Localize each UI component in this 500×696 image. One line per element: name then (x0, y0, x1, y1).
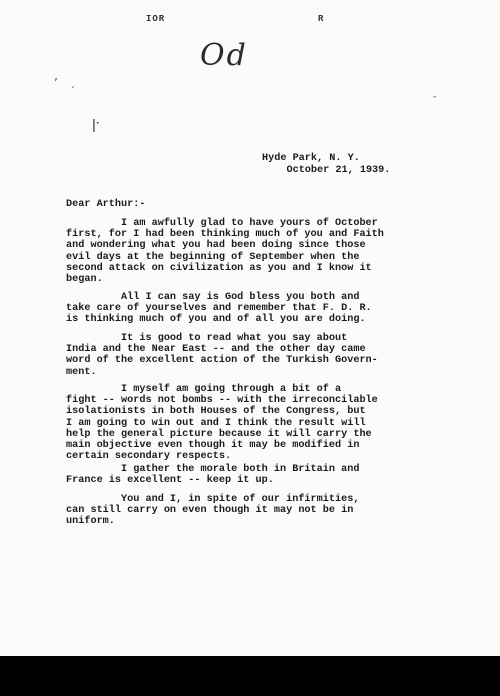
handwritten-note: Od (200, 38, 248, 73)
letter-location (262, 153, 390, 177)
letter-salutation: Dear Arthur:- (66, 199, 146, 210)
letter-paragraph: All I can say is God bless you both and take care of yourselves and remember that F. D. R. is thinking much of you and of all you are doing. (66, 292, 372, 326)
location-date: October 21, 1939. (286, 165, 391, 176)
letter-paragraph: I gather the morale both in Britain and France is excellent -- keep it up. (66, 464, 360, 487)
letter-paragraph: I am awfully glad to have yours of October first, for I had been thinking much of you and Faith and wondering what you had been doing since those evil days at the beginning of September when the second attack on civilization as you and I know it began. (66, 218, 384, 286)
margin-tick-mark: ˝ (432, 96, 437, 106)
letter-paragraph: You and I, in spite of our infirmities, can still carry on even though it may not be in uniform. (66, 494, 360, 528)
margin-tick-mark: ǀˑ (92, 118, 101, 133)
header-mark-left: IOR (146, 14, 166, 24)
location-place: Hyde Park, N. Y. (262, 153, 360, 164)
scan-border-bar (0, 656, 500, 696)
margin-tick-mark: ˊ (70, 86, 75, 97)
letter-paragraph: It is good to read what you say about India and the Near East -- and the other day came word of the excellent action of the Turkish Govern- ment. (66, 333, 378, 378)
margin-tick-mark: ’ (54, 76, 58, 90)
header-mark-right: R (318, 14, 325, 24)
letter-paragraph: I myself am going through a bit of a fight -- words not bombs -- with the irreconcilable isolationists in both Houses of the Congress, but I am going to win out and I think the result will help the general picture because it will carry the main objective even though it may be modified in certain secondary respects. (66, 384, 378, 463)
